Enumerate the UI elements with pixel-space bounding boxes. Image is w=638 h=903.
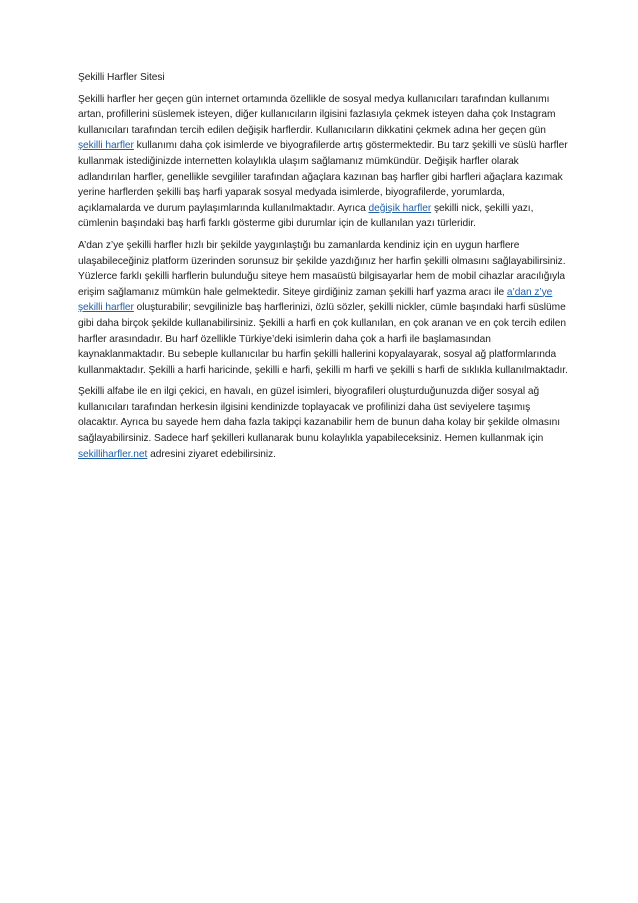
link-degisik-harfler[interactable]: değişik harfler bbox=[368, 202, 432, 214]
paragraph-2-text-1: A’dan z’ye şekilli harfler hızlı bir şekilde yaygınlaştığı bu zamanlarda kendiniz için en uygun harflere ulaşabileceğiniz platform üzerinden sorunsuz bir şekilde yazdığınız her harfin şekilli olmasını sağlayabilirsiniz. Yüzlerce farklı şekilli harflerin bulunduğu siteye hem masaüstü bilgisayarlar hem de mobil cihazlar aracılığıyla erişim sağlamanız mümkün hale gelmektedir. Siteye girdiğiniz zaman şekilli harf yazma aracı ile bbox=[78, 239, 566, 298]
paragraph-1-text-3: şekilli nick, şekilli yazı, cümlenin başındaki baş harfi farklı gösterme gibi durumlar için de kullanılan yazı türleridir. bbox=[78, 202, 534, 230]
paragraph-1-text-1: Şekilli harfler her geçen gün internet ortamında özellikle de sosyal medya kullanıcıları tarafından kullanımı artan, profillerini süslemek isteyen, diğer kullanıcıların ilgisini fazlasıyla çekmek isteyen daha çok Instagram kullanıcıları tarafından tercih edilen değişik harflerdir. Kullanıcıların dikkatini çekmek adına her geçen gün bbox=[78, 93, 556, 136]
paragraph-2 bbox=[78, 238, 568, 378]
link-sekilliharfler-net[interactable]: sekilliharfler.net bbox=[78, 448, 148, 460]
paragraph-2-text-2: oluşturabilir; sevgilinizle baş harflerinizi, özlü sözler, şekilli nickler, cümle başındaki harfi süslüme gibi daha birçok şekilde kullanabilirsiniz. Şekilli a harfi en çok kullanılan, en çok aranan ve en çok tercih edilen harfler arasındadır. Bu harf özellikle Türkiye’deki isimlerin daha çok a harfi ile başlamasından kaynaklanmaktadır. Bu sebeple kullanıcılar bu harfin şekilli hallerini kopyalayarak, sosyal ağ platformlarında kullanmaktadır. Şekilli a harfi haricinde, şekilli e harfi, şekilli m harfi ve şekilli s harfi de sıklıkla kullanılmaktadır. bbox=[78, 302, 568, 376]
paragraph-3-text-2: adresini ziyaret edebilirsiniz. bbox=[147, 448, 276, 460]
paragraph-1 bbox=[78, 92, 568, 232]
paragraph-1-text-2: kullanımı daha çok isimlerde ve biyografilerde artış göstermektedir. Bu tarz şekilli ve süslü harfler kullanmak istediğinizde internetten kolaylıkla ulaşım sağlamanız mümkündür. Değişik harfler olarak adlandırılan harfler, genellikle sevgililer tarafından ağaçlara kazınan baş harfler gibi harfleri ağaçlara kazımak yerine harflerden şekilli baş harfi yaparak sosyal medyada isimlerde, biyografilerde, yorumlarda, açıklamalarda ve durum paylaşımlarında kullanılmaktadır. Ayrıca bbox=[78, 140, 568, 214]
document-title: Şekilli Harfler Sitesi bbox=[78, 72, 165, 83]
paragraph-3 bbox=[78, 384, 568, 462]
link-sekilli-harfler[interactable]: şekilli harfler bbox=[78, 140, 134, 152]
link-adan-zye-sekilli-harfler[interactable]: a’dan z’ye şekilli harfler bbox=[78, 286, 553, 314]
paragraph-3-text-1: Şekilli alfabe ile en ilgi çekici, en havalı, en güzel isimleri, biyografileri oluşturduğunuzda diğer sosyal ağ kullanıcıları tarafından herkesin ilgisini kendinizde toplayacak ve profilinizi daha üst seviyelere taşımış olacaktır. Ayrıca bu sayede hem daha fazla takipçi kazanabilir hem de bunun daha kolay bir şekilde olmasını sağlayabilirsiniz. Sadece harf şekilleri kullanarak bunu kolaylıkla yapabileceksiniz. Hemen kullanmak için bbox=[78, 386, 561, 445]
document-page bbox=[78, 70, 568, 468]
